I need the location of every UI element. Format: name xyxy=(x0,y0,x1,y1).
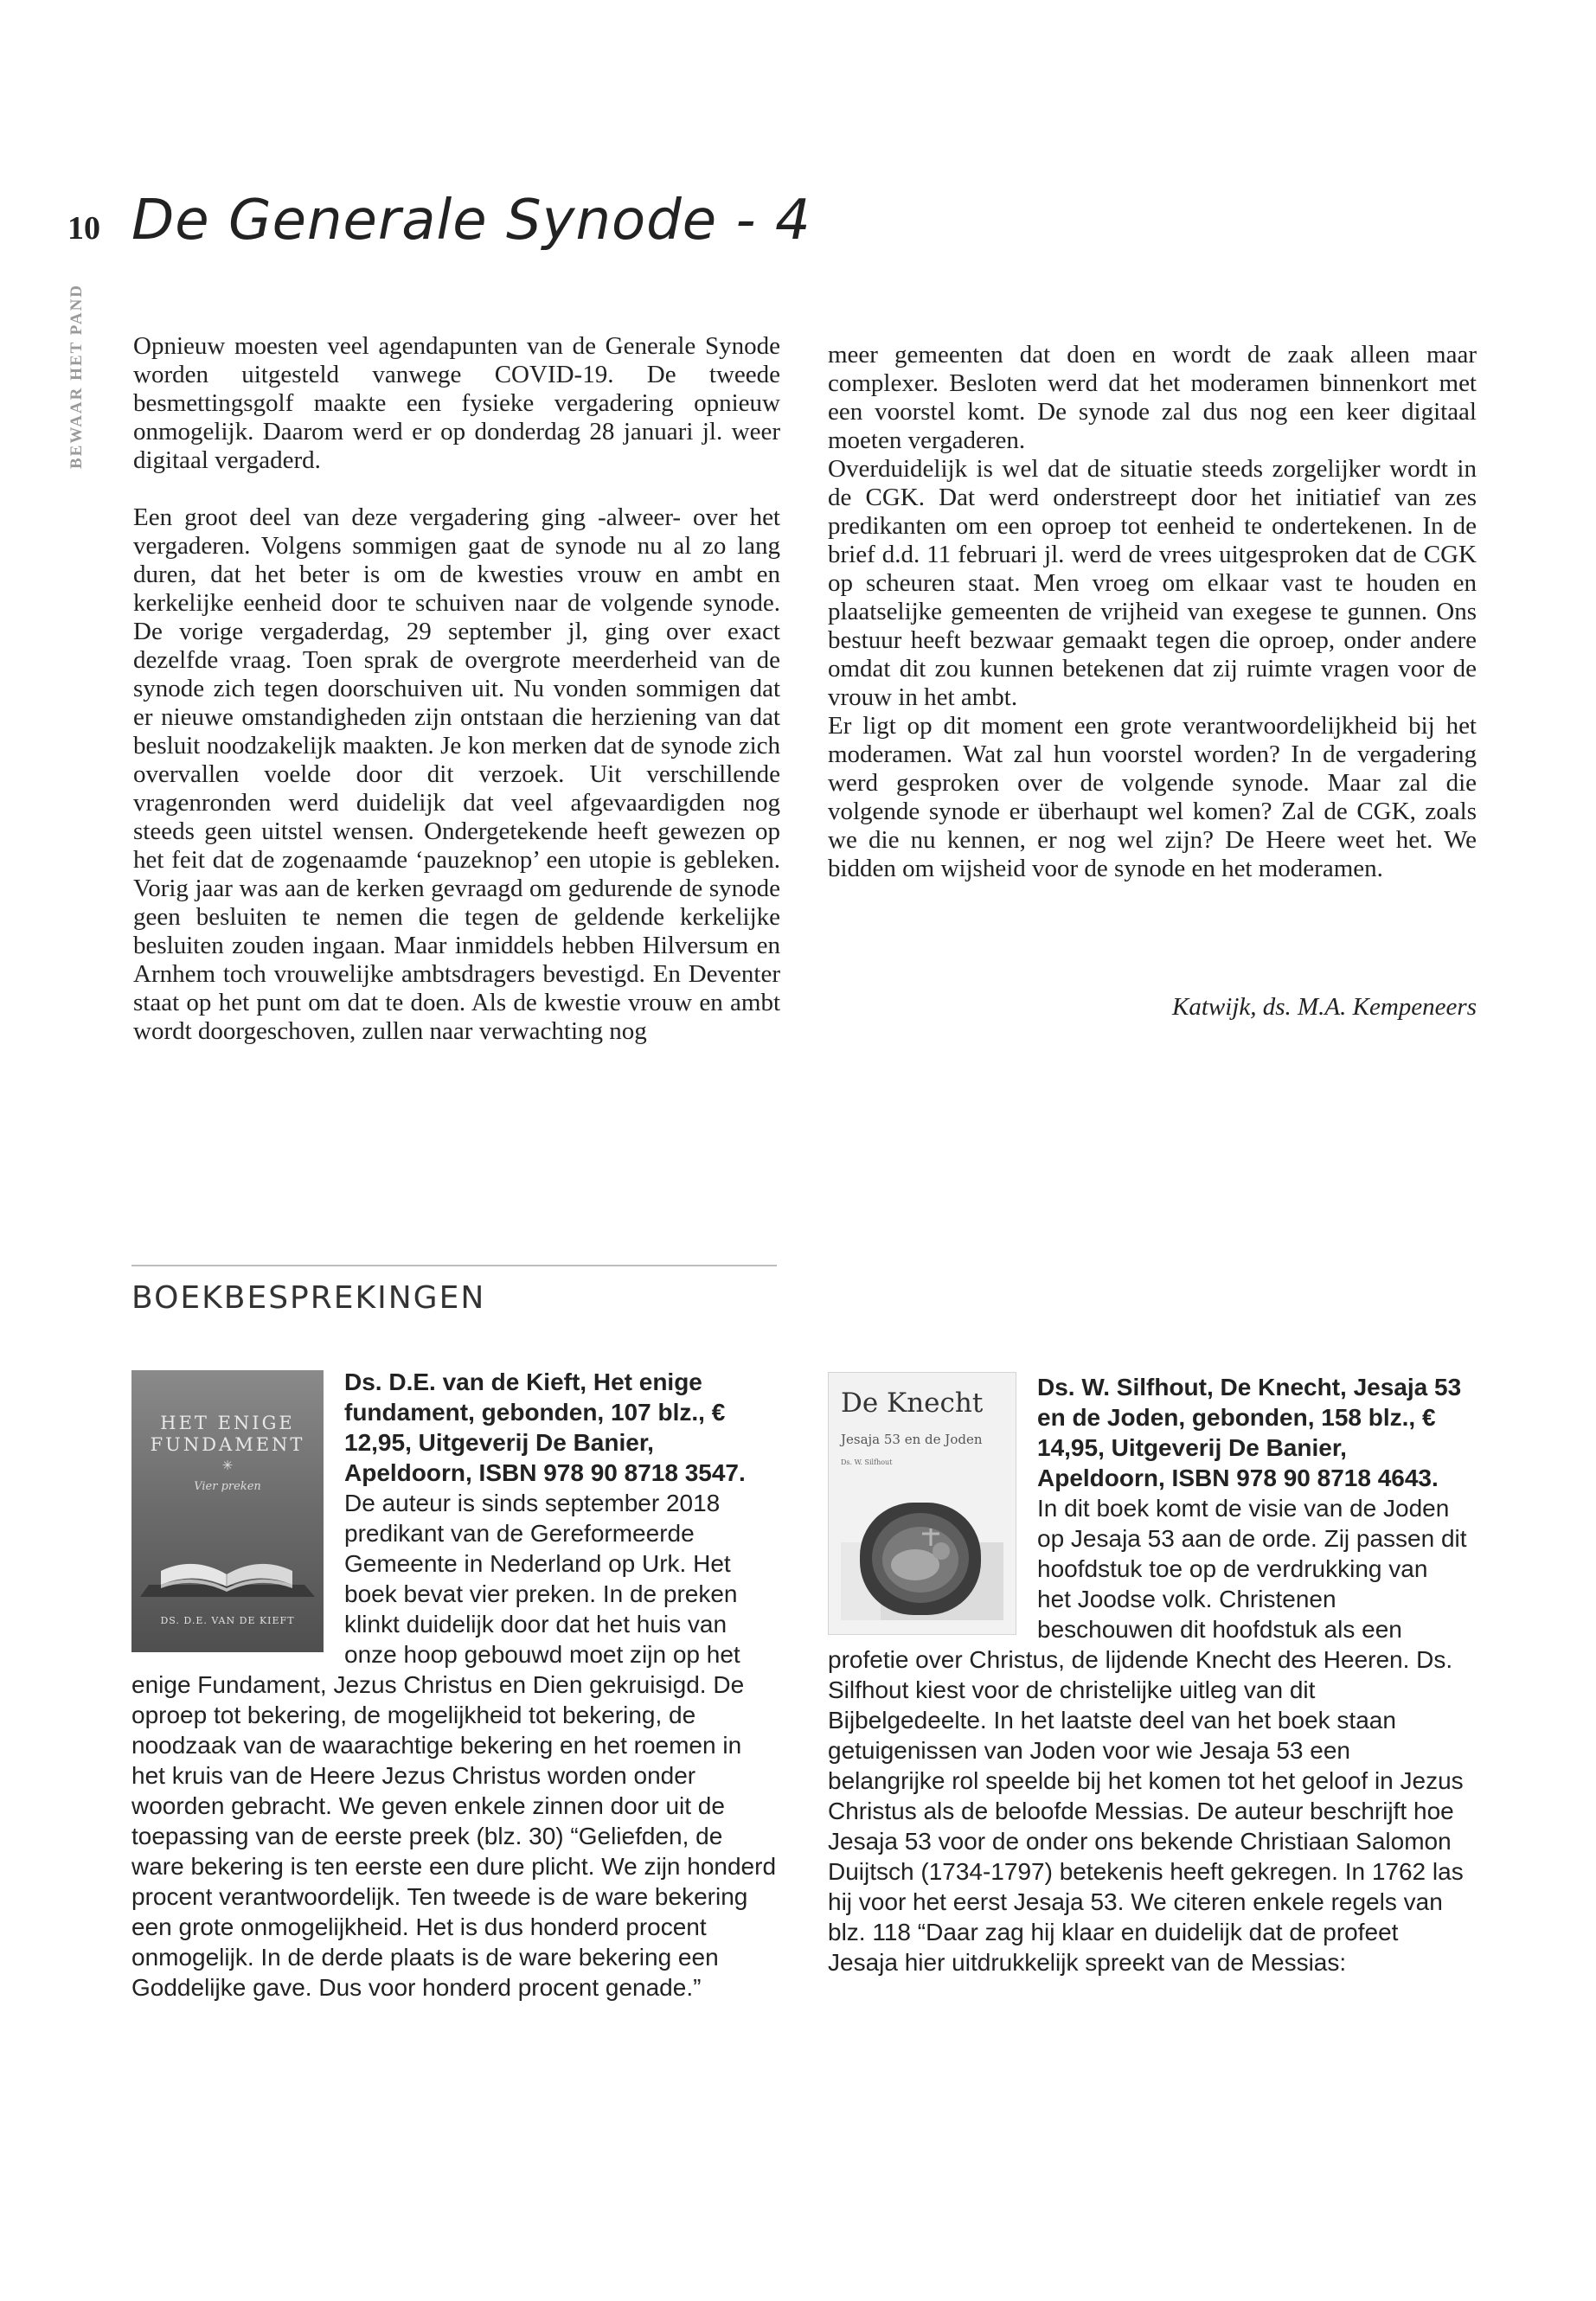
cover-subtitle: Vier preken xyxy=(194,1480,261,1493)
book-cover-1 xyxy=(131,1367,324,1652)
book-cover-image xyxy=(828,1372,1016,1635)
page-number: 10 xyxy=(67,210,100,247)
side-label-text: BEWAAR HET PAND xyxy=(67,283,87,470)
article-paragraph: Opnieuw moesten veel agendapunten van de Generale Synode worden uitgesteld vanwege COVID-19. De tweede besmettingsgolf maakte een fysieke vergadering opnieuw onmogelijk. Daarom werd er op donderdag 28 januari jl. weer digitaal vergaderd. xyxy=(133,332,780,474)
book-cover-image xyxy=(131,1370,324,1652)
article-paragraph: Er ligt op dit moment een grote verantwoordelijkheid bij het moderamen. Wat zal hun voorstel worden? In de vergadering werd gesproken over de volgende synode. Maar zal die volgende synode er überhaupt wel komen? Zal de CGK, zoals we die nu kennen, er nog wel zijn? De Heere weet het. We bidden om wijsheid voor de synode en het moderamen. xyxy=(828,712,1477,882)
book-review-2 xyxy=(828,1372,1468,1977)
section-heading: BOEKBESPREKINGEN xyxy=(131,1280,486,1316)
article-signature: Katwijk, ds. M.A. Kempeneers xyxy=(1172,993,1477,1021)
cover-author: DS. D.E. VAN DE KIEFT xyxy=(160,1615,295,1626)
article-paragraph: Een groot deel van deze vergadering ging -alweer- over het vergaderen. Volgens sommigen gaat de synode nu al zo lang duren, dat het beter is om de kwesties vrouw en ambt en kerkelijke eenheid door te schuiven naar de volgende synode. De vorige vergaderdag, 29 september jl, ging over exact dezelfde vraag. Toen sprak de overgrote meerderheid van de synode zich tegen doorschuiven uit. Nu vonden sommigen dat er nieuwe omstandigheden zijn ontstaan die herziening van dat besluit noodzakelijk maakten. Je kon merken dat de synode zich overvallen voelde door dit verzoek. Uit verschillende vragenronden werd duidelijk dat veel afgevaardigden nog steeds geen uitstel wensen. Ondergetekende heeft gewezen op het feit dat de zogenaamde ‘pauzeknop’ een utopie is gebleken. Vorig jaar was aan de kerken gevraagd om gedurende de synode geen besluiten te nemen die tegen de geldende kerkelijke besluiten zouden ingaan. Maar inmiddels hebben Hilversum en Arnhem toch vrouwelijke ambtsdragers bevestigd. En Deventer staat op het punt om dat te doen. Als de kwestie vrouw en ambt wordt doorgeschoven, zullen naar verwachting nog xyxy=(133,503,780,1045)
review-heading: Ds. W. Silfhout, De Knecht, Jesaja 53 en de Joden, gebonden, 158 blz., € 14,95, Uitgeverij De Banier, Apeldoorn, ISBN 978 90 8718 4643. xyxy=(1037,1374,1462,1491)
article-title: De Generale Synode - 4 xyxy=(131,189,811,253)
cover-author: Ds. W. Silfhout xyxy=(841,1458,893,1466)
lamb-relief-illustration xyxy=(829,1373,1016,1634)
section-divider xyxy=(131,1265,777,1266)
cover-title-line: HET ENIGE xyxy=(160,1413,295,1433)
book-cover-2 xyxy=(828,1372,1016,1635)
article-column-left xyxy=(133,332,780,1046)
book-review-1 xyxy=(131,1367,777,2003)
cover-subtitle: Jesaja 53 en de Joden xyxy=(841,1432,983,1447)
review-body: In dit boek komt de visie van de Joden op Jesaja 53 aan de orde. Zij passen dit hoofdstuk toe op de verdrukking van het Joodse volk. Christenen beschouwen dit hoofdstuk als een profetie over Christus, de lijdende Knecht des Heeren. Ds. Silfhout kiest voor de christelijke uitleg van dit Bijbelgedeelte. In het laatste deel van het boek staan getuigenissen van Joden voor wie Jesaja 53 een belangrijke rol speelde bij het komen tot het geloof in Jezus Christus als de beloofde Messias. De auteur beschrijft hoe Jesaja 53 voor de onder ons bekende Christiaan Salomon Duijtsch (1734-1797) betekenis heeft gekregen. In 1762 las hij voor het eerst Jesaja 53. We citeren enkele regels van blz. 118 “Daar zag hij klaar en duidelijk dat de profeet Jesaja hier uitdrukkelijk spreekt van de Messias: xyxy=(828,1495,1467,1976)
side-label xyxy=(65,260,89,493)
review-heading: Ds. D.E. van de Kieft, Het enige fundament, gebonden, 107 blz., € 12,95, Uitgeverij De Banier, Apeldoorn, ISBN 978 90 8718 3547. xyxy=(344,1368,746,1486)
article-paragraph: meer gemeenten dat doen en wordt de zaak alleen maar complexer. Besloten werd dat het moderamen binnenkort met een voorstel komt. De synode zal dus nog een keer digitaal moeten vergaderen. xyxy=(828,341,1477,454)
cover-title: De Knecht xyxy=(841,1388,984,1419)
article-column-right xyxy=(828,341,1477,883)
review-body: De auteur is sinds september 2018 predikant van de Gereformeerde Gemeente in Nederland op Urk. Het boek bevat vier preken. In de preken klinkt duidelijk door dat het huis van onze hoop gebouwd moet zijn op het enige Fundament, Jezus Christus en Dien gekruisigd. De oproep tot bekering, de mogelijkheid tot bekering, de noodzaak van de waarachtige bekering en het roemen in het kruis van de Heere Jezus Christus worden onder woorden gebracht. We geven enkele zinnen door uit de toepassing van de eerste preek (blz. 30) “Geliefden, de ware bekering is ten eerste een dure plicht. We zijn honderd procent verantwoordelijk. Ten tweede is de ware bekering een grote onmogelijkheid. Het is dus honderd procent onmogelijk. In de derde plaats is de ware bekering een Goddelijke gave. Dus voor honderd procent genade.” xyxy=(131,1490,777,2001)
cover-title-line: FUNDAMENT xyxy=(150,1434,305,1455)
cover-ornament: ✳ xyxy=(221,1458,234,1473)
article-paragraph: Overduidelijk is wel dat de situatie steeds zorgelijker wordt in de CGK. Dat werd onderstreept door het initiatief van zes predikanten om een oproep tot eenheid te ondertekenen. In de brief d.d. 11 februari jl. werd de vrees uitgesproken dat de CGK op scheuren staat. Men vroeg om elkaar vast te houden en plaatselijke gemeenten de vrijheid van exegese te gunnen. Ons bestuur heeft bezwaar gemaakt tegen die oproep, onder andere omdat dit zou kunnen betekenen dat zij ruimte vragen voor de vrouw in het ambt. xyxy=(828,455,1477,711)
